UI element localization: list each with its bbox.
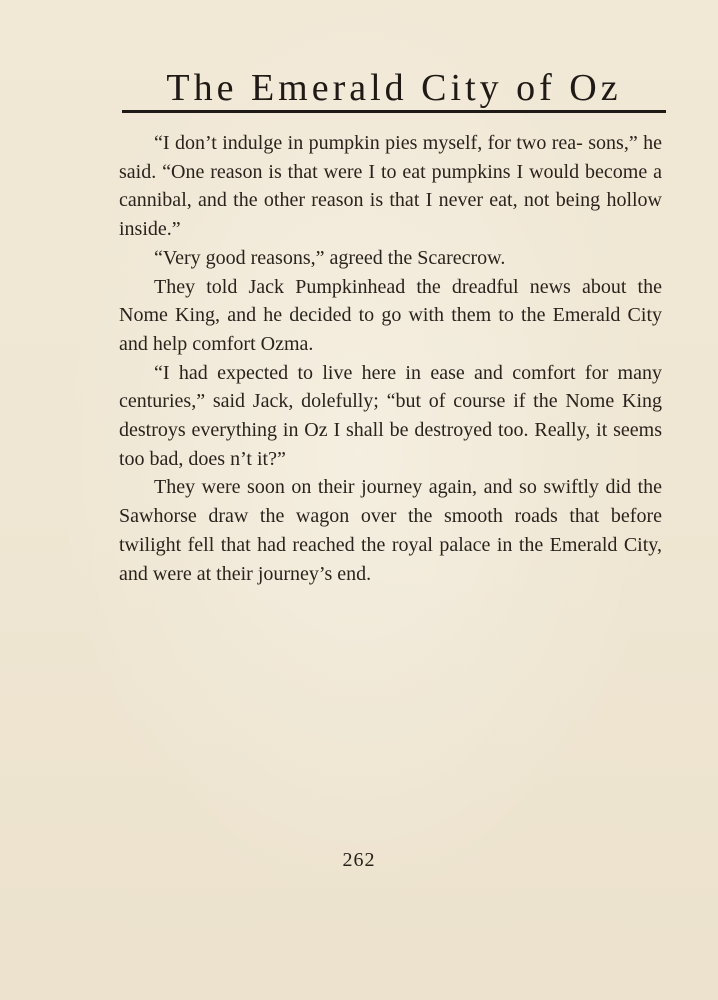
- page-number: 262: [342, 849, 376, 871]
- paragraph-5: They were soon on their journey again, and so swiftly did the Sawhorse draw the wagon over the smooth roads that before twilight fell that had reached the royal palace in the Emerald City, and were at their journey’s end.: [119, 476, 662, 585]
- body-text: [119, 129, 662, 588]
- page-header: [122, 60, 666, 112]
- header-rule: [122, 110, 666, 113]
- paragraph-3: They told Jack Pumpkinhead the dreadful news about the Nome King, and he decided to go with them to the Emerald City and help comfort Ozma.: [119, 275, 662, 355]
- paragraph-1: “I don’t indulge in pumpkin pies myself, for two rea- sons,” he said. “One reason is that were I to eat pumpkins I would become a cannibal, and the other reason is that I never eat, not being hollow inside.”: [119, 132, 662, 241]
- paragraph-2: “Very good reasons,” agreed the Scarecrow.: [154, 246, 506, 269]
- paragraph-4: “I had expected to live here in ease and comfort for many centuries,” said Jack, dolefully; “but of course if the Nome King destroys everything in Oz I shall be destroyed too. Really, it seems too bad, does n’t it?”: [119, 361, 662, 470]
- running-title: The Emerald City of Oz: [166, 67, 622, 109]
